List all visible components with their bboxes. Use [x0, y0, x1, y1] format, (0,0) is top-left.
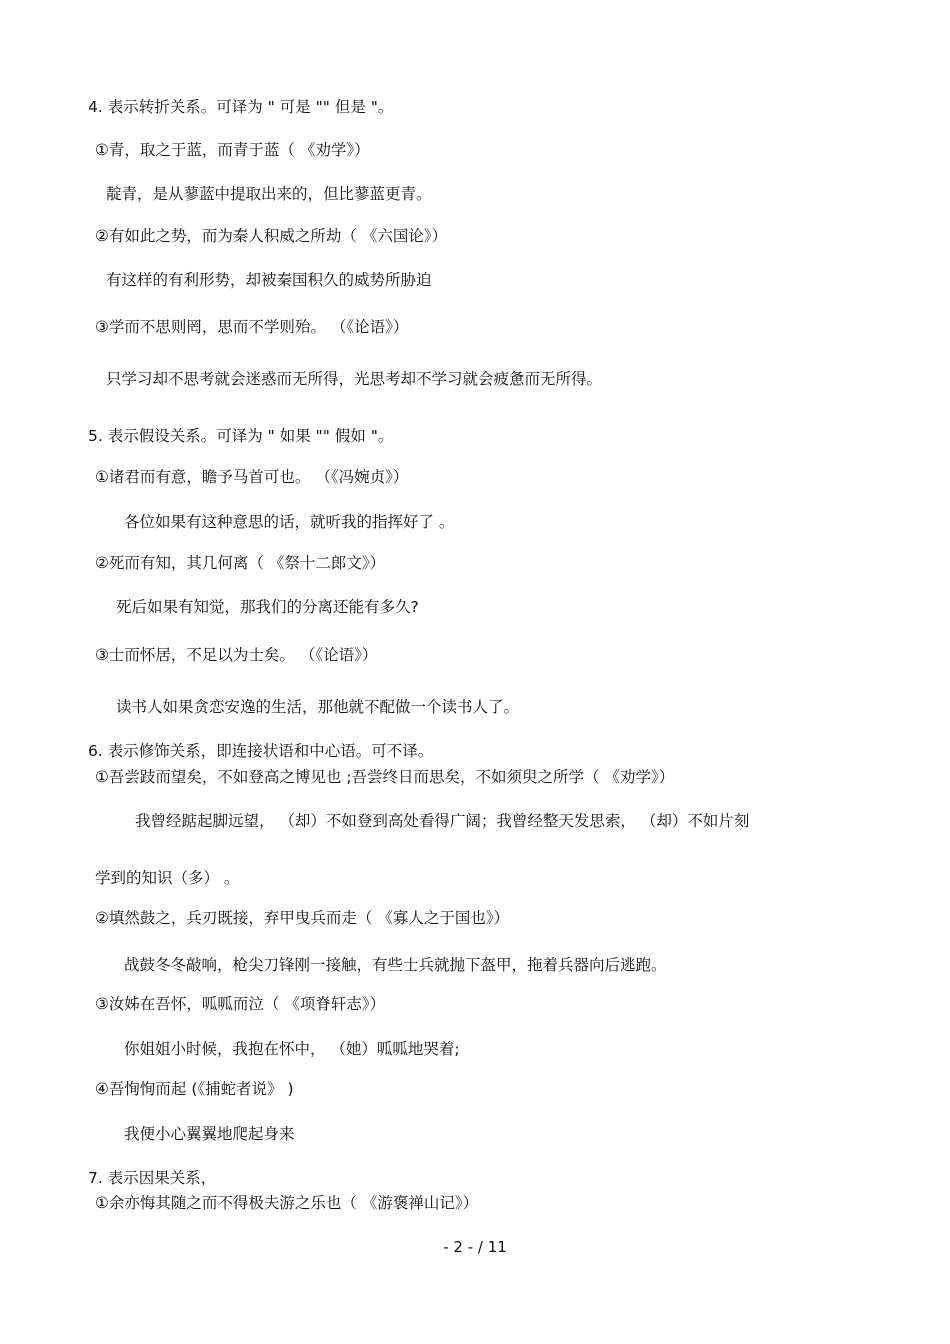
line-14: 读书人如果贪恋安逸的生活，那他就不配做一个读书人了。	[116, 698, 520, 716]
line-5: 有这样的有利形势，却被秦国积久的威势所胁迫	[106, 271, 432, 289]
line-16: ①吾尝跂而望矣，不如登高之博见也 ;吾尝终日而思矣，不如须臾之所学（ 《劝学》）	[95, 768, 675, 786]
line-9: ①诸君而有意，瞻予马首可也。 （《冯婉贞》）	[95, 468, 409, 486]
line-25: 7. 表示因果关系，	[88, 1169, 217, 1187]
line-10: 各位如果有这种意思的话，就听我的指挥好了 。	[124, 513, 455, 531]
line-11: ②死而有知，其几何离（ 《祭十二郎文》）	[95, 554, 386, 572]
line-6: ③学而不思则罔，思而不学则殆。 （《论语》）	[95, 318, 409, 336]
line-1: 4. 表示转折关系。可译为 " 可是 "" 但是 "。	[88, 98, 394, 116]
line-15: 6. 表示修饰关系，即连接状语和中心语。可不译。	[88, 742, 434, 760]
line-19: ②填然鼓之，兵刃既接，弃甲曳兵而走（ 《寡人之于国也》）	[95, 909, 510, 927]
line-22: 你姐姐小时候，我抱在怀中， （她）呱呱地哭着;	[124, 1040, 460, 1058]
line-21: ③汝姊在吾怀，呱呱而泣（ 《项脊轩志》）	[95, 995, 386, 1013]
line-8: 5. 表示假设关系。可译为 " 如果 "" 假如 "。	[88, 427, 394, 445]
line-24: 我便小心翼翼地爬起身来	[124, 1125, 295, 1143]
line-26: ①余亦悔其随之而不得极夫游之乐也（ 《游褒禅山记》）	[95, 1194, 479, 1212]
line-4: ②有如此之势，而为秦人积威之所劫（ 《六国论》）	[95, 227, 448, 245]
line-12: 死后如果有知觉，那我们的分离还能有多久?	[116, 598, 419, 616]
line-13: ③士而怀居，不足以为士矣。 （《论语》）	[95, 646, 378, 664]
page-footer: - 2 - / 11	[443, 1238, 507, 1256]
line-20: 战鼓冬冬敲响，枪尖刀锋刚一接触，有些士兵就抛下盔甲，拖着兵器向后逃跑。	[124, 956, 667, 974]
line-2: ①青，取之于蓝，而青于蓝（ 《劝学》）	[95, 141, 370, 159]
line-17: 我曾经踮起脚远望， （却）不如登到高处看得广阔；我曾经整天发思索， （却）不如片刻	[135, 812, 750, 830]
line-7: 只学习却不思考就会迷惑而无所得，光思考却不学习就会疲惫而无所得。	[106, 370, 603, 388]
line-3: 靛青，是从蓼蓝中提取出来的，但比蓼蓝更青。	[106, 185, 432, 203]
line-23: ④吾恂恂而起 (《捕蛇者说》 )	[95, 1080, 294, 1098]
line-18: 学到的知识（多） 。	[95, 869, 240, 887]
